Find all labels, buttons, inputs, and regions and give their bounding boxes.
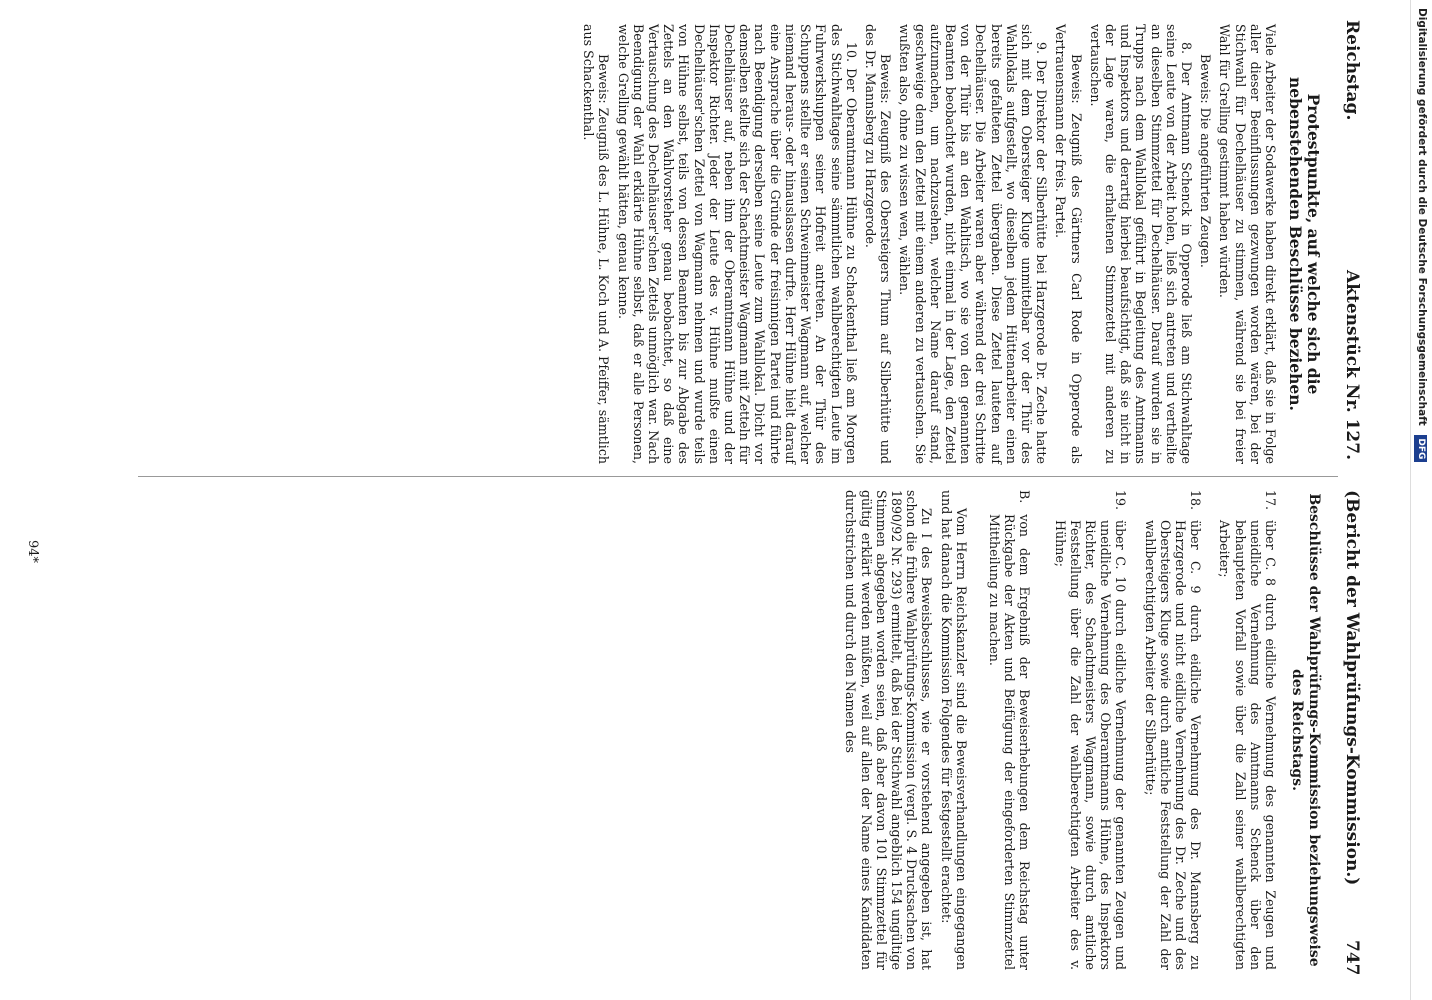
header-right: (Bericht der Wahlprüfungs-Kommission.) (1342, 490, 1362, 886)
evidence-note: Beweis: Zeugniß des Obersteigers Thum auf Silberhütte und des Dr. Mannsberg zu Harzgerode. (862, 24, 894, 464)
left-column-heading: Protestpunkte, auf welche sich die nebenstehenden Beschlüsse beziehen. (1286, 77, 1323, 411)
paragraph: 9. Der Direktor der Silberhütte bei Harzgerode Dr. Zeche hatte sich mit dem Obersteiger Kluge unmittelbar vor der Thür des Wahllokals aufgestellt, wo dieselben jedem Hüttenarbeiter einen bereits gefalteten Zettel übergaben. Diese Zettel lauteten auf Dechelhäuser. Die Arbeiter waren aber während der drei Schritte von der Thür bis an den Wahltisch, wo sie von den genannten Beamten beobachtet wurden, nicht einmal in der Lage, den Zettel aufzumachen, um nachzusehen, welcher Name darauf stand, geschweige denn den Zettel mit einem anderen zu vertauschen. Sie wußten also, ohne zu wissen wen, wählen. (897, 24, 1050, 464)
section-b: B. von dem Ergebniß der Beweiserhebungen dem Reichstag unter Rückgabe der Akten und Beifügung der eingeforderten Stimmzettel Mittheilung zu machen. (986, 490, 1033, 970)
evidence-note: Beweis: Zeugniß des Gärtners Carl Rode in Opperode als Vertrauensmann der freis. Partei. (1053, 24, 1084, 464)
credit-text: Digitalisierung gefördert durch die Deutsche Forschungsgemeinschaft (1416, 8, 1428, 426)
page-number: 747 (1342, 940, 1362, 976)
column-divider (138, 476, 1338, 477)
resolution-item (1142, 490, 1203, 970)
closing-paragraph: Zu I des Beweisbeschlusses, wie er vorstehend angegeben ist, hat schon die frühere Wahlprüfungs-Kommission (vergl. S. 4 Drucksachen von 1890/92 Nr. 293) ermittelt, daß bei der Stichwahl angeblich 154 ungültige Stimmen abgegeben worden seien, daß aber davon 101 Stimmzettel für gültig erklärt werden müßten, weil auf allen der Name eines Kandidaten durchstrichen und durch den Namen des (843, 490, 935, 970)
right-column-heading: Beschlüsse der Wahlprüfungs-Kommission beziehungsweise des Reichstags. (1289, 493, 1322, 967)
evidence-note: Beweis: Zeugniß des L. Hühne, L. Koch und A. Pfeiffer, sämtlich aus Schackenthal. (581, 24, 612, 464)
item-text: über C. 8 durch eidliche Vernehmung des genannten Zeugen und uneidliche Vernehmung des Amtmanns Schenck über den behaupteten Vorfall sowie über die Zahl seiner wahlberechtigten Arbeiter; (1217, 520, 1278, 970)
item-number: 18. (1188, 490, 1204, 511)
signature-mark: 94* (25, 540, 40, 564)
item-number: 19. (1113, 490, 1129, 511)
resolution-item (1052, 490, 1128, 970)
digitization-credit-bar (1410, 0, 1432, 1000)
resolution-item (1217, 490, 1278, 970)
paragraph: Viele Arbeiter der Sodawerke haben direkt erklärt, daß sie in Folge aller dieser Beeinflussungen gezwungen worden wären, bei der Stichwahl für Dechelhäuser zu stimmen, während sie bei freier Wahl für Grelling gestimmt haben würden. (1217, 24, 1278, 464)
header-left: Reichstag. (1342, 20, 1362, 121)
item-number: 17. (1263, 490, 1278, 511)
paragraph: 8. Der Amtmann Schenck in Opperode ließ am Stichwahltage seine Leute von der Arbeit holen, ließ sich antreten und vertheilte an dieselben Stimmzettel für Dechelhäuser. Darauf wurden sie in Trupps nach dem Wahllokal geführt in Begleitung des Amtmanns und Inspektors und derartig hierbei beaufsichtigt, daß sie nicht in der Lage waren, die erhaltenen Stimmzettel mit anderen zu vertauschen. (1087, 24, 1194, 464)
page-header (1336, 20, 1362, 980)
item-text: über C. 10 durch eidliche Vernehmung der genannten Zeugen und uneidliche Vernehmung des Oberamtmanns Hühne, des Inspektors Richter, des Schachtmeisters Wagmann, sowie durch amtliche Feststellung über die Zahl der wahlberechtigten Arbeiter des v. Hühne; (1052, 520, 1129, 970)
evidence-note: Beweis: Die angeführten Zeugen. (1198, 54, 1214, 268)
resolutions-column (839, 490, 1322, 970)
closing-paragraph: Vom Herrn Reichskanzler sind die Beweisverhandlungen eingegangen und hat danach die Kommission Folgendes für festgestellt erachtet: (938, 490, 969, 970)
header-center: Aktenstück Nr. 127. (1342, 270, 1362, 461)
item-text: über C. 9 durch eidliche Vernehmung des Dr. Mannsberg zu Harzgerode und nicht eidliche Vernehmung des Dr. Zeche und des Obersteigers Kluge sowie durch amtliche Feststellung der Zahl der wahlberechtigten Arbeiter der Silberhütte; (1142, 520, 1204, 970)
protest-points-column (577, 24, 1322, 464)
dfg-logo: DFG (1414, 435, 1427, 462)
paragraph: 10. Der Oberamtmann Hühne zu Schackenthal ließ am Morgen des Stichwahltages seine sämmtlichen wahlberechtigten Leute im Fuhrwerkshuppen seiner Hofreit antreten. An der Thür des Schuppens stellte er seinen Schweinmeister Wagmann auf, welcher niemand heraus- oder hinauslassen durfte. Herr Hühne hielt darauf eine Ansprache über die Gründe der freisinnigen Partei und führte nach Beendigung derselben seine Leute zum Wahllokal. Dicht vor demselben stellte sich der Schachtmeister Wagmann mit Zetteln für Dechelhäuser auf, neben ihm der Oberamtmann Hühne und der Inspektor Richter. Jeder der Leute des v. Hühne mußte einen Dechelhäuser'schen Zettel von Wagmann nehmen und wurde teils von Hühne selbst, teils von dessen Beamten bis zur Abgabe des Zettels an den Wahlvorsteher genau beobachtet, so daß eine Vertauschung des Dechelhäuser'schen Zettels unmöglich war. Nach Beendigung der Wahl erklärte Hühne selbst, daß er alle Personen, welche Grelling gewählt hätten, genau kenne. (615, 24, 859, 464)
